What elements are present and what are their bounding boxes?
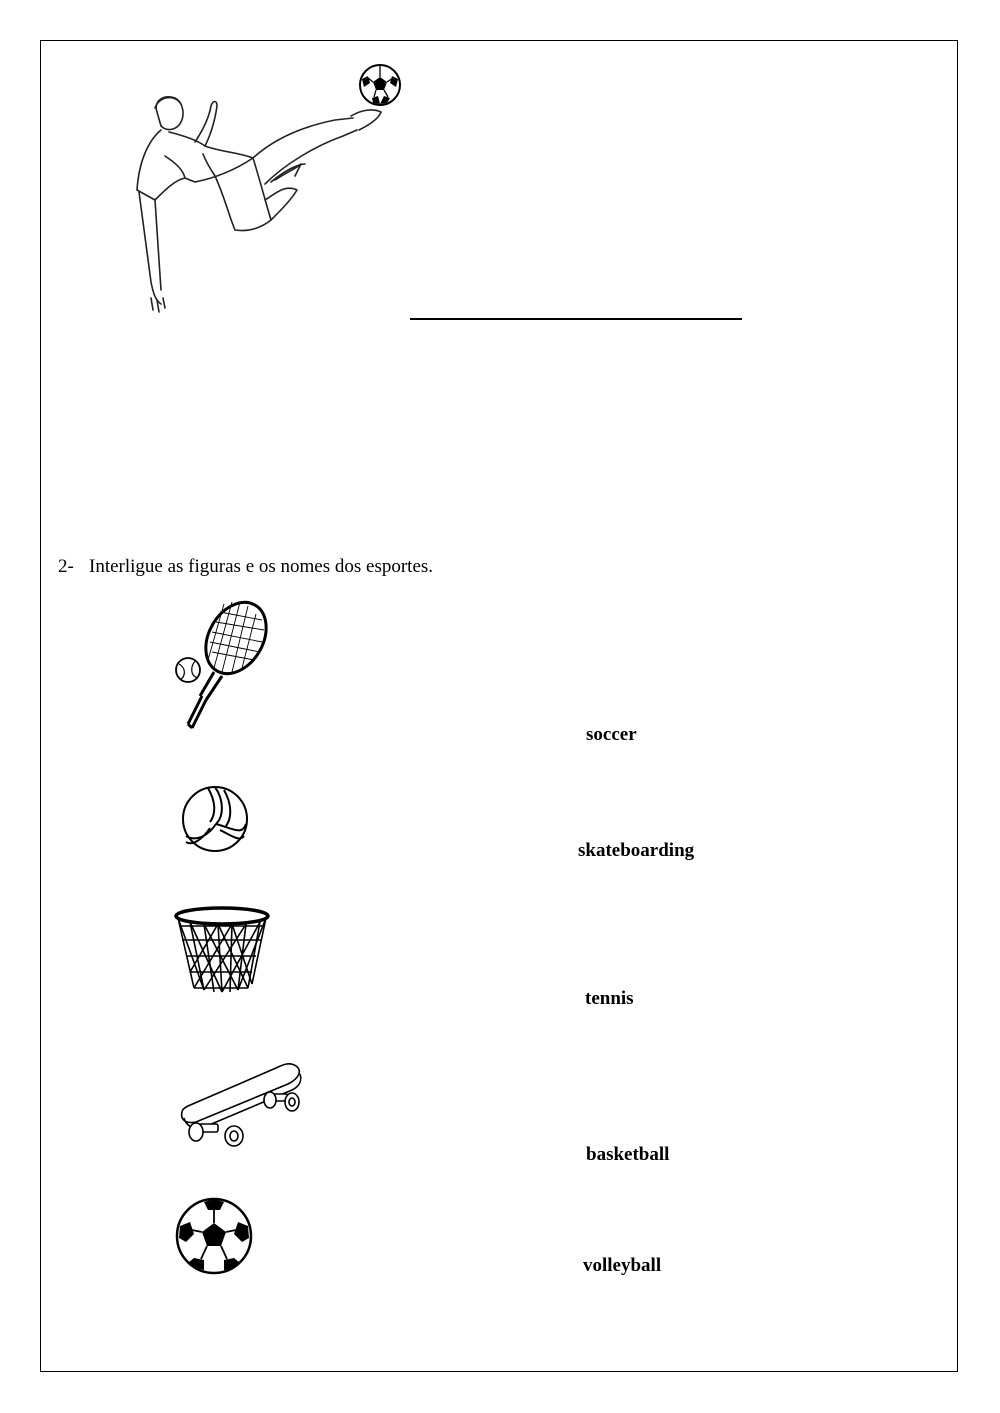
word-skateboarding[interactable]: skateboarding (578, 840, 695, 861)
instruction-text: Interligue as figuras e os nomes dos esportes. (89, 556, 434, 577)
volleyball-icon (180, 784, 250, 854)
exercise-2-instruction (58, 556, 433, 578)
word-volleyball[interactable]: volleyball (583, 1255, 662, 1276)
skateboard-icon (176, 1060, 304, 1156)
word-basketball[interactable]: basketball (586, 1144, 670, 1165)
flying-soccer-ball-icon (358, 63, 402, 107)
tennis-racket-icon (172, 596, 272, 732)
answer-line[interactable] (410, 318, 742, 320)
word-soccer[interactable]: soccer (586, 724, 637, 745)
exercise-number: 2- (58, 556, 74, 577)
soccer-ball-icon (174, 1196, 254, 1276)
basketball-hoop-icon (172, 904, 272, 996)
word-tennis[interactable]: tennis (585, 988, 634, 1009)
